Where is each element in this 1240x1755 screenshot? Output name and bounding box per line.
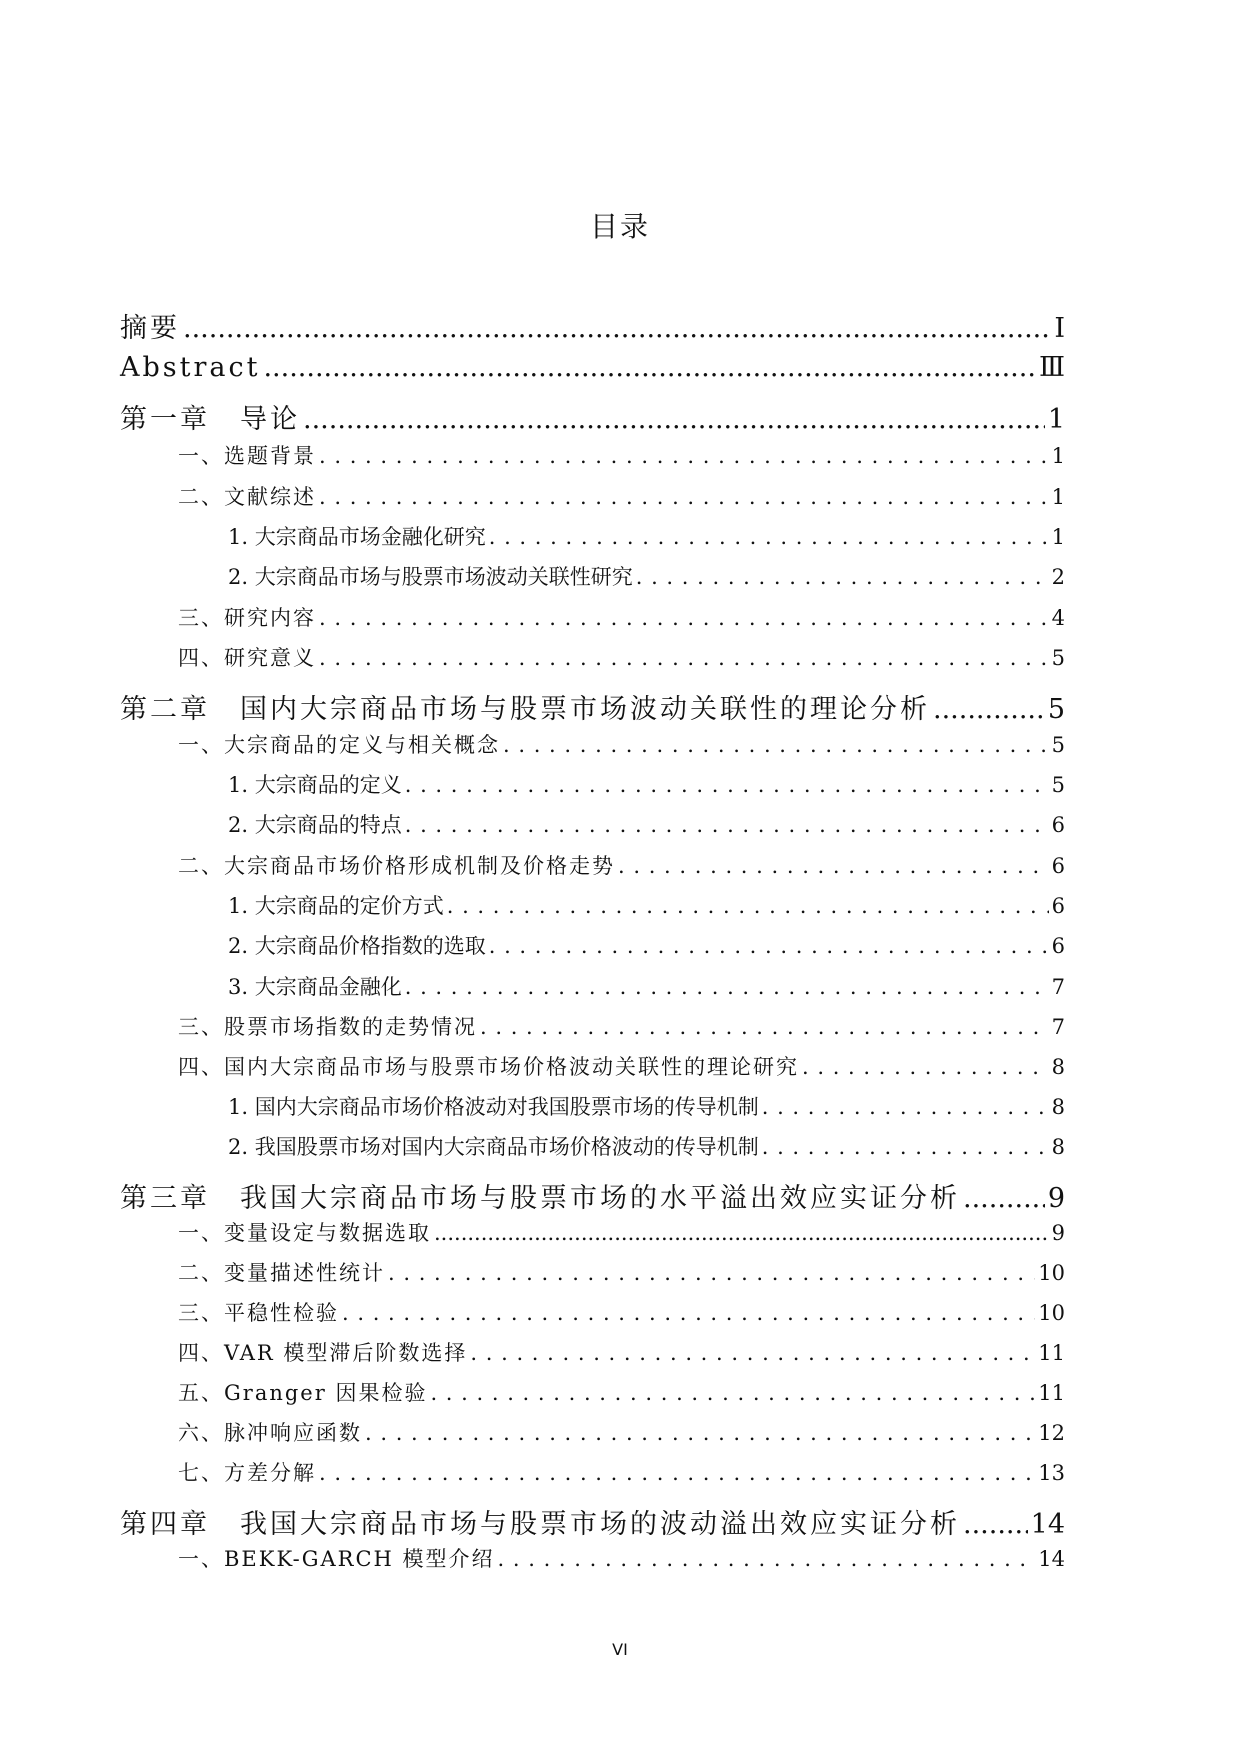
page-number: VI <box>612 1640 628 1659</box>
toc-leader-dots <box>489 525 1049 549</box>
toc-entry[interactable] <box>228 890 1065 920</box>
toc-entry-page: Ⅰ <box>1054 313 1065 344</box>
toc-leader-dots <box>388 1261 1035 1285</box>
toc-entry[interactable] <box>120 397 1065 436</box>
toc-entry-page: 1 <box>1051 485 1065 509</box>
toc-entry-page: 11 <box>1038 1381 1065 1405</box>
toc-leader-dots <box>319 646 1049 670</box>
toc-entry-page: 4 <box>1051 606 1065 630</box>
toc-entry[interactable] <box>178 1377 1065 1407</box>
toc-entry-page: 5 <box>1047 694 1065 725</box>
toc-entry-page: 2 <box>1051 565 1065 589</box>
toc-entry[interactable] <box>178 1217 1065 1247</box>
toc-entry-page: 5 <box>1051 773 1065 797</box>
toc-leader-dots <box>470 1341 1035 1365</box>
toc-leader-dots <box>319 1461 1035 1485</box>
toc-entry-title: 摘要 <box>120 313 180 344</box>
toc-entry-title: 第三章 我国大宗商品市场与股票市场的水平溢出效应实证分析 <box>120 1183 960 1214</box>
toc-entry-title: 第二章 国内大宗商品市场与股票市场波动关联性的理论分析 <box>120 694 930 725</box>
toc-entry[interactable] <box>120 1502 1065 1541</box>
toc-entry[interactable] <box>178 1337 1065 1367</box>
toc-leader-dots <box>319 444 1049 468</box>
toc-leader-dots <box>447 894 1049 918</box>
toc-leader-dots <box>489 934 1049 958</box>
toc-leader-dots <box>183 313 1051 344</box>
toc-leader-dots <box>342 1301 1035 1325</box>
toc-entry[interactable] <box>228 1091 1065 1121</box>
toc-leader-dots <box>498 1547 1036 1571</box>
toc-entry[interactable] <box>178 481 1065 511</box>
toc-entry[interactable] <box>228 930 1065 960</box>
toc-entry-page: 6 <box>1051 894 1065 918</box>
toc-leader-dots <box>963 1183 1045 1214</box>
toc-entry[interactable] <box>120 306 1065 345</box>
toc-entry-page: 1 <box>1051 525 1065 549</box>
toc-entry-title: Abstract <box>120 352 261 383</box>
toc-entry-title: 五、Granger 因果检验 <box>178 1381 428 1405</box>
toc-leader-dots <box>963 1509 1028 1540</box>
toc-leader-dots <box>802 1055 1049 1079</box>
toc-entry-page: 7 <box>1051 975 1065 999</box>
toc-entry[interactable] <box>228 561 1065 591</box>
toc-leader-dots <box>933 694 1045 725</box>
toc-leader-dots <box>762 1095 1049 1119</box>
toc-leader-dots <box>405 773 1049 797</box>
toc-leader-dots <box>434 1221 1049 1245</box>
toc-entry[interactable] <box>228 971 1065 1001</box>
toc-entry-page: 6 <box>1051 813 1065 837</box>
toc-entry-title: 第四章 我国大宗商品市场与股票市场的波动溢出效应实证分析 <box>120 1509 960 1540</box>
toc-entry[interactable] <box>228 521 1065 551</box>
toc-leader-dots <box>263 352 1035 383</box>
toc-leader-dots <box>636 565 1049 589</box>
toc-entry-page: 7 <box>1051 1015 1065 1039</box>
toc-leader-dots <box>365 1421 1035 1445</box>
toc-entry[interactable] <box>228 769 1065 799</box>
toc-entry-page: 6 <box>1051 934 1065 958</box>
toc-entry[interactable] <box>228 1131 1065 1161</box>
toc-entry-title: 二、变量描述性统计 <box>178 1261 385 1285</box>
toc-entry-title: 1. 大宗商品的定义 <box>228 773 402 797</box>
toc-entry[interactable] <box>120 1176 1065 1215</box>
toc-entry[interactable] <box>228 809 1065 839</box>
toc-entry-title: 二、大宗商品市场价格形成机制及价格走势 <box>178 854 615 878</box>
toc-entry-page: 8 <box>1051 1135 1065 1159</box>
toc-entry-title: 一、大宗商品的定义与相关概念 <box>178 733 500 757</box>
toc-entry-title: 2. 我国股票市场对国内大宗商品市场价格波动的传导机制 <box>228 1135 759 1159</box>
toc-entry-title: 一、BEKK-GARCH 模型介绍 <box>178 1547 495 1571</box>
toc-leader-dots <box>503 733 1049 757</box>
toc-entry[interactable] <box>178 1457 1065 1487</box>
toc-leader-dots <box>480 1015 1049 1039</box>
toc-leader-dots <box>405 975 1049 999</box>
toc-entry[interactable] <box>178 850 1065 880</box>
toc-entry[interactable] <box>178 1011 1065 1041</box>
toc-entry[interactable] <box>120 687 1065 726</box>
toc-entry-page: 9 <box>1047 1183 1065 1214</box>
toc-entry-title: 2. 大宗商品的特点 <box>228 813 402 837</box>
toc-entry-page: 11 <box>1038 1341 1065 1365</box>
page-title: 目录 <box>589 210 650 243</box>
toc-entry-title: 一、选题背景 <box>178 444 316 468</box>
toc-entry-page: 9 <box>1051 1221 1065 1245</box>
toc-entry-page: 13 <box>1038 1461 1065 1485</box>
toc-leader-dots <box>319 485 1049 509</box>
toc-entry-title: 2. 大宗商品价格指数的选取 <box>228 934 486 958</box>
toc-entry-page: 14 <box>1038 1547 1065 1571</box>
toc-entry-title: 1. 大宗商品的定价方式 <box>228 894 444 918</box>
toc-entry-title: 三、平稳性检验 <box>178 1301 339 1325</box>
toc-entry-page: 10 <box>1038 1261 1065 1285</box>
toc-entry-title: 二、文献综述 <box>178 485 316 509</box>
toc-entry-title: 三、研究内容 <box>178 606 316 630</box>
toc-entry-page: 10 <box>1038 1301 1065 1325</box>
toc-entry-title: 一、变量设定与数据选取 <box>178 1221 431 1245</box>
toc-entry-page: 8 <box>1051 1095 1065 1119</box>
toc-entry[interactable] <box>178 642 1065 672</box>
toc-entry-title: 四、国内大宗商品市场与股票市场价格波动关联性的理论研究 <box>178 1055 799 1079</box>
toc-entry-page: 5 <box>1051 646 1065 670</box>
toc-leader-dots <box>762 1135 1049 1159</box>
toc-entry-page: 1 <box>1047 404 1065 435</box>
toc-entry-page: 14 <box>1030 1509 1065 1540</box>
toc-entry[interactable] <box>178 1417 1065 1447</box>
toc-entry-title: 六、脉冲响应函数 <box>178 1421 362 1445</box>
toc-entry-page: 8 <box>1051 1055 1065 1079</box>
toc-leader-dots <box>303 404 1045 435</box>
toc-leader-dots <box>319 606 1049 630</box>
toc-entry-page: 12 <box>1038 1421 1065 1445</box>
toc-entry-page: Ⅲ <box>1038 352 1065 383</box>
toc-entry-title: 1. 国内大宗商品市场价格波动对我国股票市场的传导机制 <box>228 1095 759 1119</box>
toc-leader-dots <box>405 813 1049 837</box>
toc-entry-page: 6 <box>1051 854 1065 878</box>
toc-entry-title: 四、VAR 模型滞后阶数选择 <box>178 1341 468 1365</box>
toc-entry[interactable] <box>178 440 1065 470</box>
toc-entry-title: 七、方差分解 <box>178 1461 316 1485</box>
toc-entry[interactable] <box>178 729 1065 759</box>
toc-entry-title: 3. 大宗商品金融化 <box>228 975 402 999</box>
toc-entry-page: 5 <box>1051 733 1065 757</box>
toc-entry-page: 1 <box>1051 444 1065 468</box>
toc-entry-title: 第一章 导论 <box>120 404 300 435</box>
toc-entry-title: 四、研究意义 <box>178 646 316 670</box>
toc-entry[interactable] <box>120 352 1065 383</box>
toc-entry[interactable] <box>178 1051 1065 1081</box>
toc-entry[interactable] <box>178 1297 1065 1327</box>
toc-leader-dots <box>618 854 1049 878</box>
toc-entry-title: 2. 大宗商品市场与股票市场波动关联性研究 <box>228 565 633 589</box>
toc-entry[interactable] <box>178 1543 1065 1573</box>
toc-entry-title: 1. 大宗商品市场金融化研究 <box>228 525 486 549</box>
toc-leader-dots <box>430 1381 1035 1405</box>
toc-entry[interactable] <box>178 602 1065 632</box>
toc-entry[interactable] <box>178 1257 1065 1287</box>
toc-entry-title: 三、股票市场指数的走势情况 <box>178 1015 477 1039</box>
